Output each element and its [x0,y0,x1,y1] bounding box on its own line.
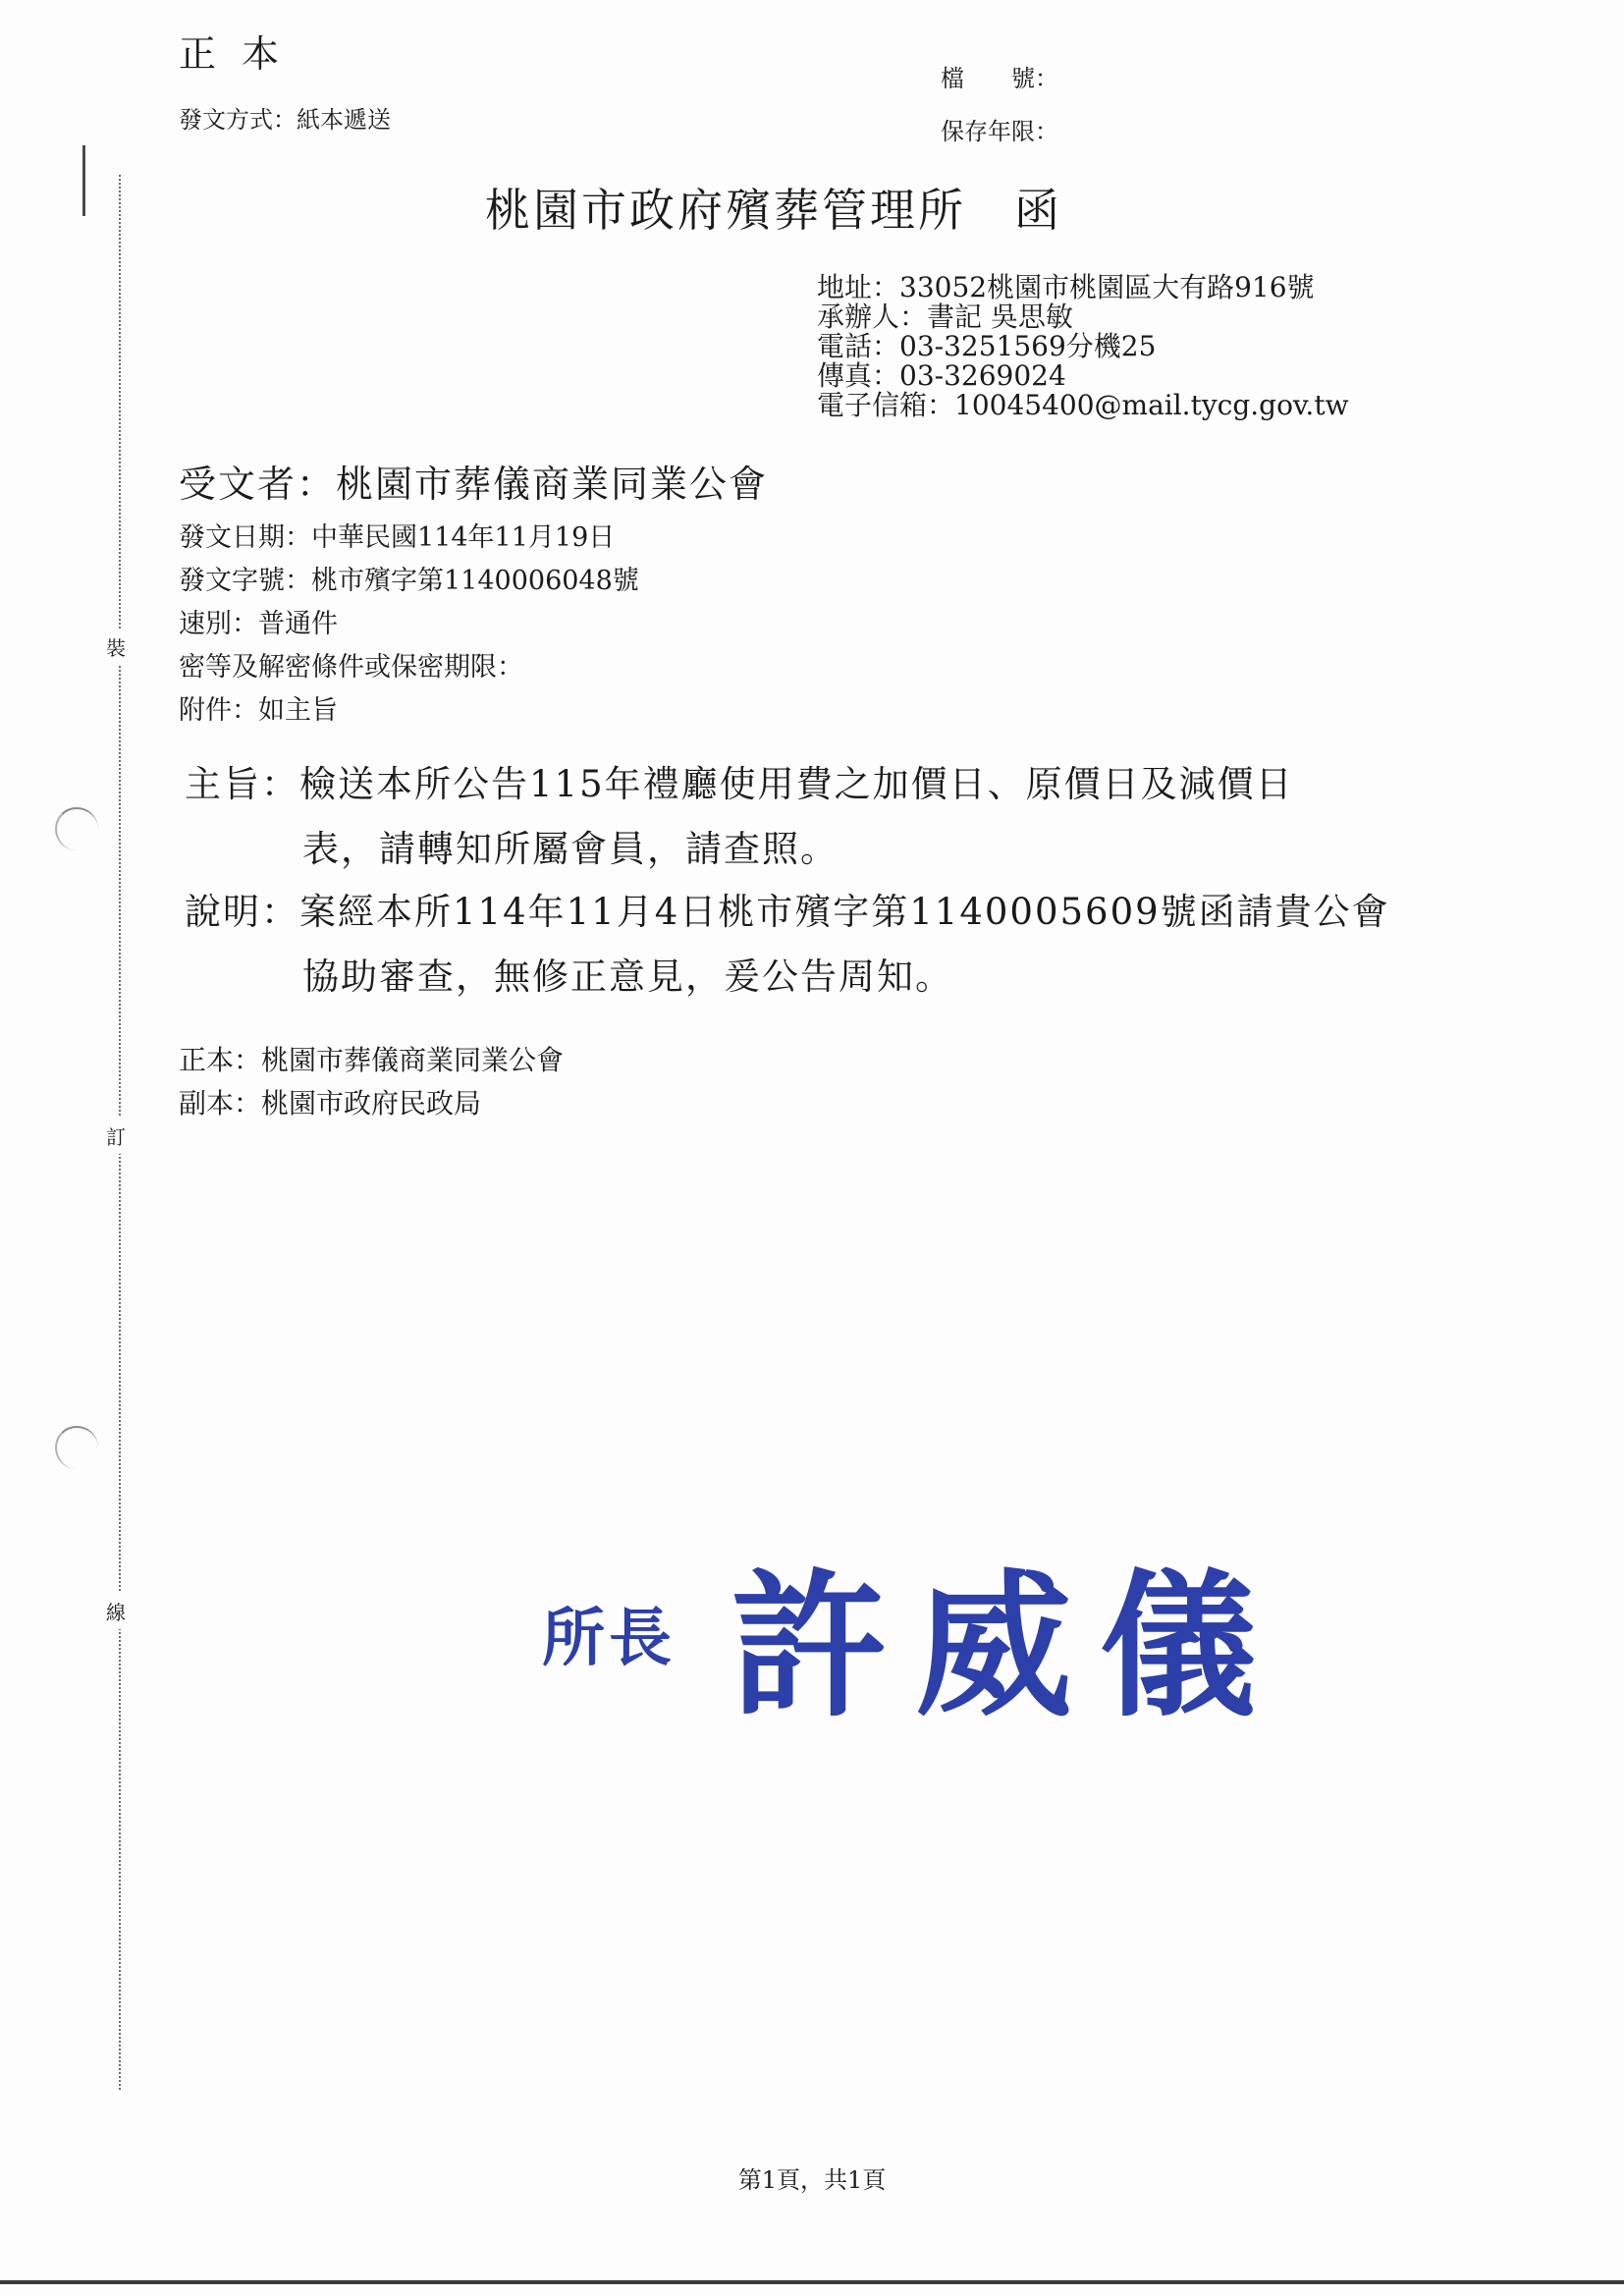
file-number-label: 檔 號： [941,65,1058,92]
distribution-block [179,1039,564,1125]
binding-mark-zhuang: 裝 [106,628,126,665]
binding-mark-ding: 訂 [106,1118,126,1154]
subject-line-2: 表，請轉知所屬會員，請查照。 [302,828,839,870]
contact-block [817,273,1349,420]
page-number: 第1頁，共1頁 [737,2166,887,2194]
contact-handler: 承辦人：書記 吳思敏 [817,301,1073,333]
document-meta [179,517,639,733]
secrecy-level: 密等及解密條件或保密期限： [179,652,523,683]
punch-hole-mark [55,807,98,850]
contact-email: 電子信箱：10045400@mail.tycg.gov.tw [817,389,1349,421]
signature-name: 許威儀 [731,1554,1285,1738]
send-method: 發文方式：紙本遞送 [179,106,391,134]
scan-bottom-edge [0,2280,1624,2284]
recipient: 受文者：桃園市葬儀商業同業公會 [179,463,769,506]
document-number: 發文字號：桃市殯字第1140006048號 [179,566,639,596]
subject-paragraph [185,752,1294,882]
issue-date: 發文日期：中華民國114年11月19日 [179,522,616,553]
subject-line-1: 主旨：檢送本所公告115年禮廳使用費之加價日、原價日及減價日 [185,763,1294,805]
attachment: 附件：如主旨 [179,695,338,726]
main-copy-recipient: 正本：桃園市葬儀商業同業公會 [179,1044,565,1076]
contact-address: 地址：33052桃園市桃園區大有路916號 [817,271,1315,303]
cc-recipient: 副本：桃園市政府民政局 [179,1087,482,1120]
contact-phone: 電話：03-3251569分機25 [817,330,1157,362]
explanation-line-1: 說明：案經本所114年11月4日桃市殯字第1140005609號函請貴公會 [185,891,1390,933]
explanation-line-2: 協助審查，無修正意見，爰公告周知。 [302,956,953,998]
binding-mark-xian: 線 [106,1593,126,1629]
copy-type-label: 正本 [179,32,305,76]
contact-fax: 傳真：03-3269024 [817,359,1066,392]
scan-edge-mark [82,145,85,216]
explanation-paragraph [185,880,1390,1010]
retention-period-label: 保存年限： [941,118,1058,145]
signature-stamp [542,1520,1284,1746]
delivery-speed: 速別：普通件 [179,609,338,639]
document-title: 桃園市政府殯葬管理所 函 [485,184,1062,237]
signature-title: 所長 [542,1602,676,1675]
punch-hole-mark [55,1426,98,1469]
